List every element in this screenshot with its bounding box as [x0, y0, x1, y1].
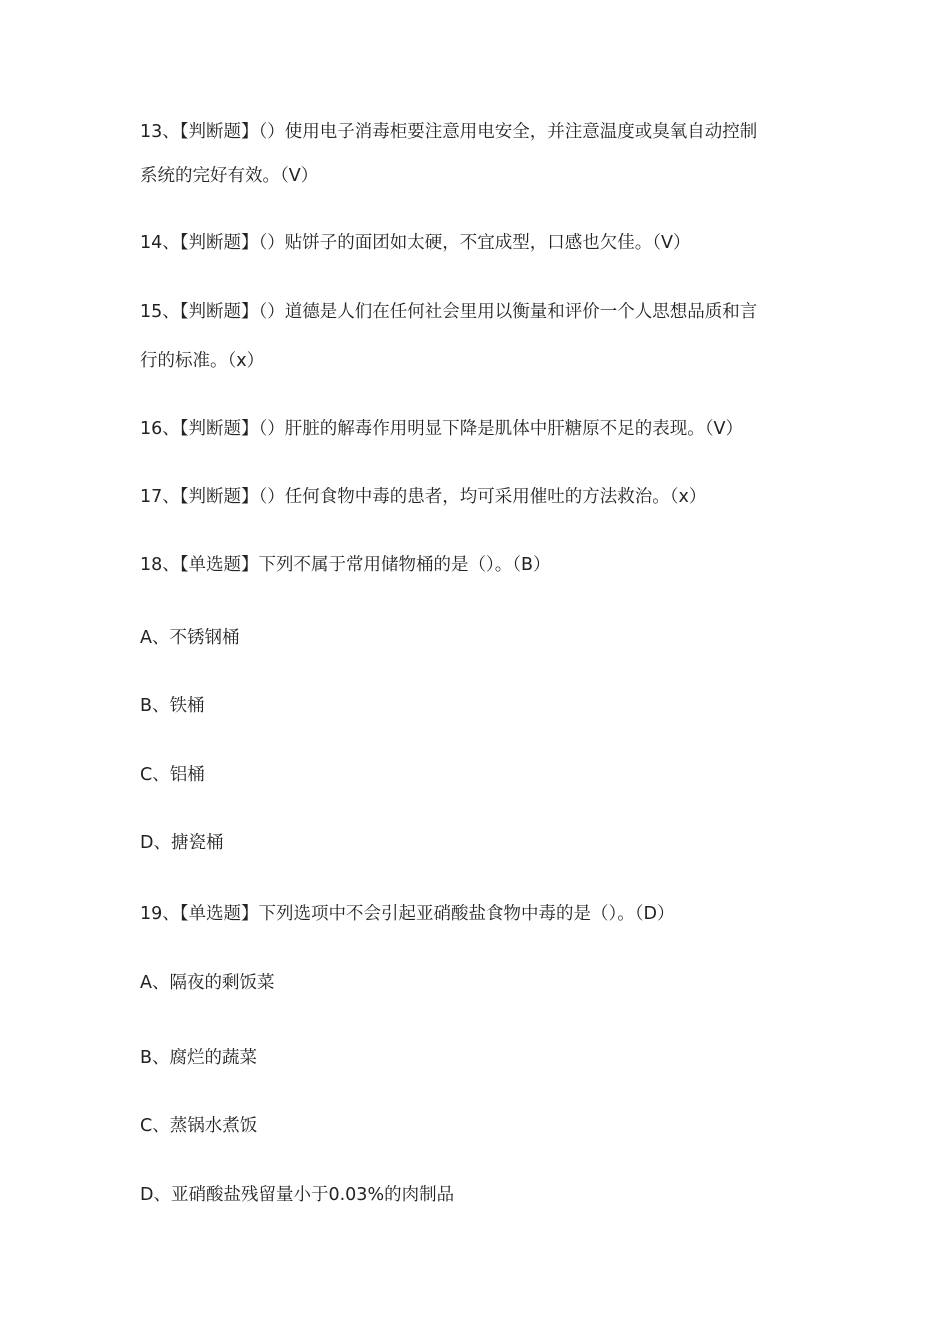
question-17: 17、【判断题】（）任何食物中毒的患者，均可采用催吐的方法救治。（x） — [140, 487, 707, 507]
question-18-option-c: C、铝桶 — [140, 765, 205, 785]
question-18-option-a: A、不锈钢桶 — [140, 628, 240, 648]
question-18-option-b: B、铁桶 — [140, 696, 205, 716]
question-19-option-b: B、腐烂的蔬菜 — [140, 1048, 258, 1068]
question-19-option-c: C、蒸锅水煮饭 — [140, 1116, 258, 1136]
question-15-line-2: 行的标准。（x） — [140, 351, 265, 371]
question-16: 16、【判断题】（）肝脏的解毒作用明显下降是肌体中肝糖原不足的表现。（V） — [140, 419, 743, 439]
question-18-option-d: D、搪瓷桶 — [140, 833, 224, 853]
question-13-line-1: 13、【判断题】（）使用电子消毒柜要注意用电安全，并注意温度或臭氧自动控制 — [140, 122, 758, 142]
question-19-option-a: A、隔夜的剩饭菜 — [140, 973, 275, 993]
question-19: 19、【单选题】下列选项中不会引起亚硝酸盐食物中毒的是（）。（D） — [140, 904, 675, 924]
question-18: 18、【单选题】下列不属于常用储物桶的是（）。（B） — [140, 555, 551, 575]
question-14: 14、【判断题】（）贴饼子的面团如太硬，不宜成型，口感也欠佳。（V） — [140, 233, 691, 253]
question-19-option-d: D、亚硝酸盐残留量小于0.03%的肉制品 — [140, 1185, 455, 1205]
question-13-line-2: 系统的完好有效。（V） — [140, 166, 319, 186]
question-15-line-1: 15、【判断题】（）道德是人们在任何社会里用以衡量和评价一个人思想品质和言 — [140, 302, 758, 322]
